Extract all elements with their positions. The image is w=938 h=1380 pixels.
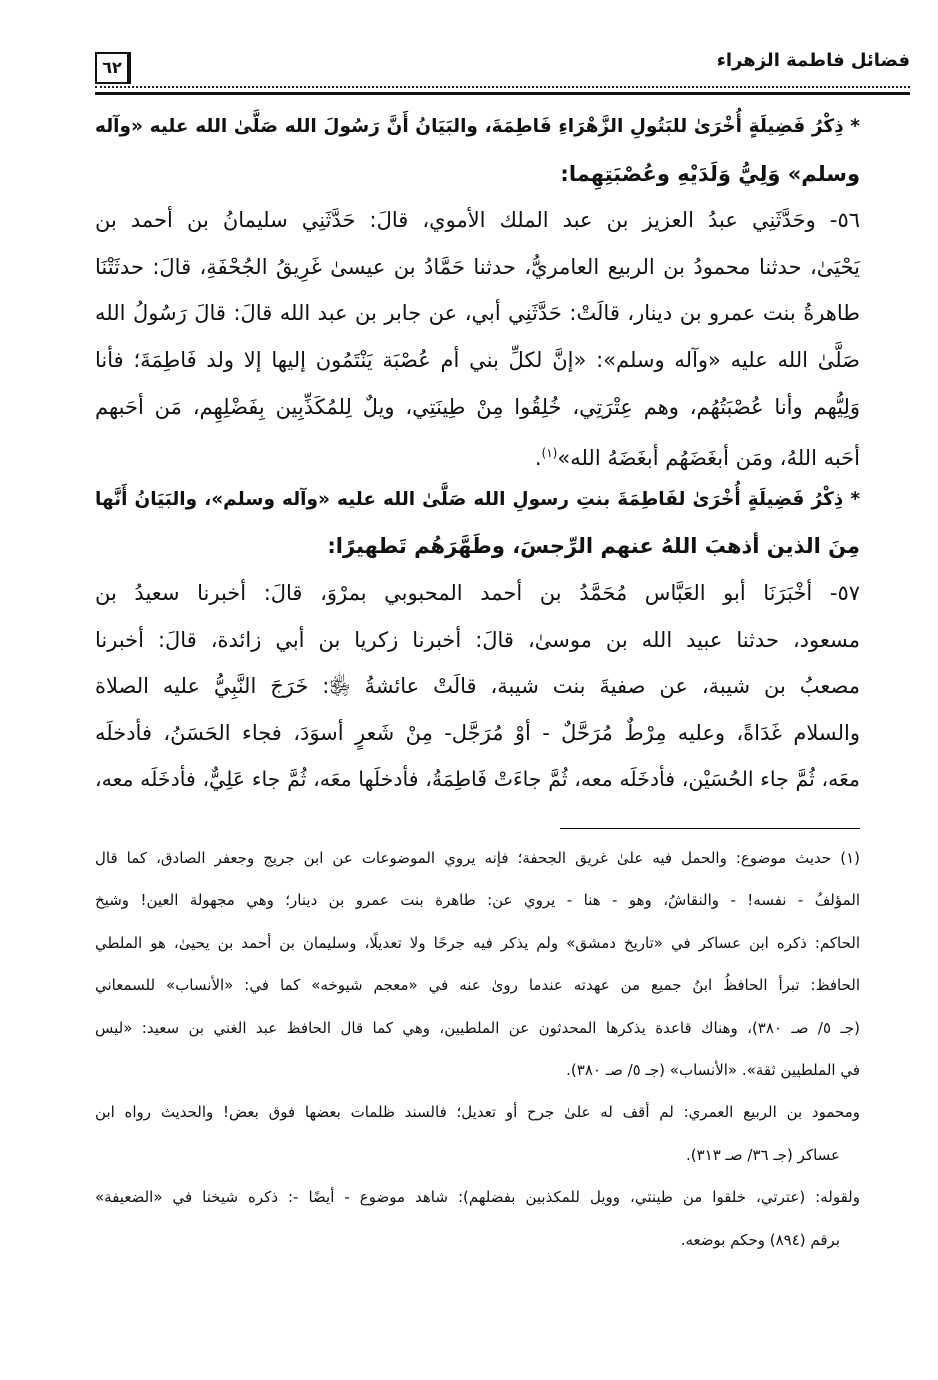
- footnote-line: [95, 1143, 860, 1167]
- body-line: [95, 391, 860, 423]
- body-line-text: ٥٦- وحَدَّثَنِي عبدُ العزيز بن عبد الملك الأموي، قالَ: حَدَّثَنِي سليمانُ بن أحمد بن: [95, 208, 860, 233]
- body-line-text: * ذِكْرُ فَضِيلَةٍ أُخْرَىٰ لفَاطِمَةَ بنتِ رسولِ الله صَلَّىٰ الله عليه «وآله وسلم»، والبَيَانُ أَنَّها: [95, 488, 860, 510]
- body-line: [95, 484, 860, 516]
- body-line: [95, 297, 860, 329]
- body-line: [95, 577, 860, 609]
- body-line-text: والسلام غَدَاةً، وعليه مِرْطٌ مُرَحَّلٌ - أوْ مُرَجَّل- مِنْ شَعرٍ أسوَدَ، فجاء الحَسَنُ، فأدخلَه: [95, 720, 860, 745]
- body-line: [95, 204, 860, 236]
- body-line: [95, 111, 860, 143]
- footnote-line-text: في الملطيين ثقة». «الأنساب» (جـ ٥/ صـ ٣٨٠).: [566, 1061, 860, 1079]
- body-line: [95, 670, 860, 702]
- header-dotted-rule: [95, 86, 910, 88]
- footnote-line-text: عساكر (جـ ٣٦/ صـ ٣١٣).: [685, 1145, 840, 1164]
- body-line-text: طاهرةُ بنت عمرو بن دينار، قالَتْ: حَدَّثَنِي أبي، عن جابر بن عبد الله قالَ: قالَ رَسُولُ الله: [95, 301, 860, 326]
- book-title: فضائل فاطمة الزهراء: [716, 50, 910, 71]
- footnote-line: [95, 1228, 860, 1252]
- body-line: [95, 624, 860, 656]
- footnote-line-text: الحافظ: تبرأ الحافظُ ابنُ جميع من عهدته عندما روىٰ عنه في «معجم شيوخه» كما في: «الأنساب» للسمعاني: [95, 976, 860, 995]
- punctuation: .: [534, 446, 542, 471]
- footnote-line: [95, 1100, 860, 1124]
- body-line-text: ٥٧- أخْبَرَنَا أبو العَبَّاس مُحَمَّدُ بن أحمد المحبوبي بمرْوَ، قالَ: أخبرنا سعيدُ بن: [95, 581, 860, 605]
- footnote-line-text: ولقوله: (عترتي، خلقوا من طينتي، وويل للمكذبين بفضلهم): شاهد موضوع - أيضًا -: ذكره شيخنا في «الضعيفة»: [95, 1188, 860, 1207]
- footnote-separator: [560, 828, 860, 829]
- footnote-line: [95, 973, 860, 997]
- footnote-line: [95, 1016, 860, 1040]
- body-line-text: وسلم» وَلِيُّ وَلَدَيْهِ وعُصْبَتِهِما:: [560, 161, 860, 186]
- body-line-text: مسعود، حدثنا عبيد الله بن موسىٰ، قالَ: أخبرنا زكريا بن أبي زائدة، قالَ: أخبرنا: [95, 627, 860, 652]
- page-number: ٦٢: [95, 52, 131, 84]
- body-line: [95, 763, 860, 795]
- footnote-line: [95, 846, 860, 870]
- footnote-line-text: برقم (٨٩٤) وحكم بوضعه.: [680, 1230, 840, 1249]
- footnote-line: [95, 1058, 860, 1082]
- body-line-text: صَلَّىٰ الله عليه «وآله وسلم»: «إنَّ لكلِّ بني أم عُصْبَة يَنْتَمُون إليها إلا ولد فَاطِمَةَ؛ فأنا: [95, 348, 860, 372]
- footnote-line: [95, 1185, 860, 1209]
- body-line: [95, 344, 860, 376]
- footnote-line: [95, 931, 860, 955]
- body-line: [95, 158, 860, 190]
- footnote-line-text: الحاكم: ذكره ابن عساكر في «تاريخ دمشق» ولم يذكر فيه جرحًا ولا تعديلًا، وسليمان بن أحمد بن يحيىٰ، هو الملطي: [95, 933, 860, 952]
- body-line: [95, 251, 860, 283]
- body-line-text: * ذِكْرُ فَضِيلَةٍ أُخْرَىٰ للبَتُولِ الزَّهْرَاءِ فَاطِمَةَ، والبَيَانُ أَنَّ رَسُولَ الله صَلَّىٰ الله عليه «وآله: [95, 116, 860, 137]
- header-rule: [95, 92, 910, 95]
- body-line-text: وَلِيُّهم وأنا عُصْبَتُهُم، وهم عِتْرَتِي، خُلِقُوا مِنْ طِينَتِي، ويلٌ لِلمُكَذِّبِين بِفَضْلِهِم، مَن أحَبهم: [95, 394, 860, 419]
- footnote-line-text: المؤلفُ - نفسه! - والنقاشُ، وهو - هنا - يروي عن: طاهرة بنت عمرو بن دينار؛ وهي مجهولة العين! وشيخ: [95, 891, 860, 910]
- footnote-line: [95, 888, 860, 912]
- body-line: [95, 717, 860, 749]
- body-line-text: مِنَ الذين أذهبَ اللهُ عنهم الرِّجسَ، وطَهَّرَهُم تَطهيرًا:: [327, 534, 860, 559]
- body-line-text: يَحْيَىٰ، حدثنا محمودُ بن الربيع العامريُّ، حدثنا حَمَّادُ بن عيسىٰ غَرِيقُ الجُحْفَةِ، قالَ: حدثَتْنَا: [95, 254, 860, 279]
- footnote-reference[interactable]: (١): [541, 446, 558, 461]
- footnote-line-text: ومحمود بن الربيع العمري: لم أقف له علىٰ جرح أو تعديل؛ فالسند ظلمات بعضها فوق بعض! والحديث رواه ابن: [95, 1103, 860, 1122]
- body-line-text: مصعبُ بن شيبة، عن صفيةَ بنت شيبة، قالَتْ عائشةُ ﵂: خَرَجَ النَّبِيُّ عليه الصلاة: [95, 674, 860, 699]
- footnote-line-text: (جـ ٥/ صـ ٣٨٠)، وهناك قاعدة يذكرها المحدثون عن الملطيين، وهي كما قال الحافظ عبد الغني بن سعيد: «ليس: [95, 1018, 860, 1037]
- footnote-line-text: (١) حديث موضوع: والحمل فيه علىٰ غريق الجحفة؛ فإنه يروي الموضوعات عن ابن جريج وجعفر الصادق، كما قال: [95, 849, 860, 867]
- body-line-text: أحَبه اللهُ، ومَن أبغَضَهُم أبغَضَهُ الله»: [557, 446, 860, 471]
- body-line: [95, 437, 860, 469]
- body-line: [95, 530, 860, 562]
- body-line-text: معَه، ثُمَّ جاء الحُسَيْن، فأدخَلَه معه، ثُمَّ جاءَتْ فَاطِمَةُ، فأدخلَها معَه، ثُمَّ جاء عَلِيٌّ، فأدخَلَه معه،: [95, 767, 860, 792]
